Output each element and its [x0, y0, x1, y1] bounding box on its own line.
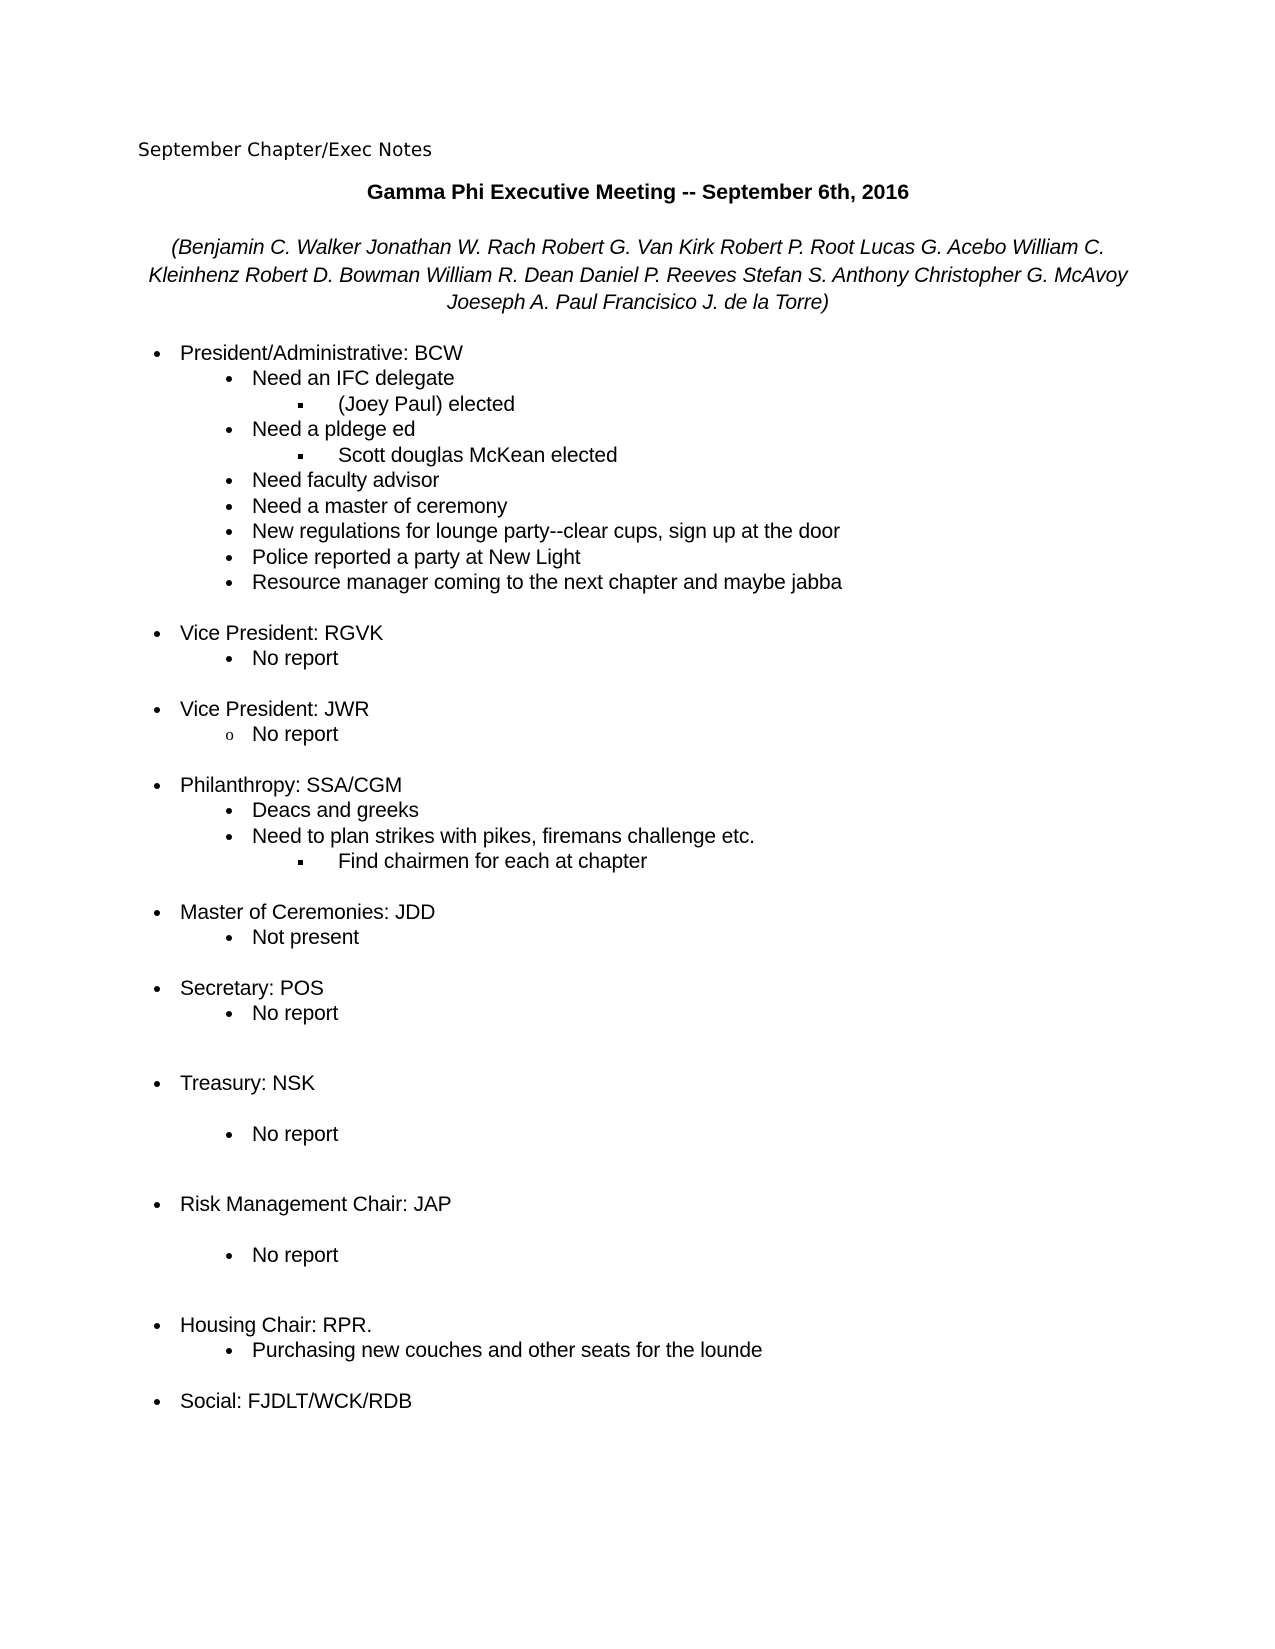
outline-item-level3-label: Find chairmen for each at chapter	[338, 850, 648, 873]
sub-list	[180, 366, 1138, 596]
outline-item-level2-label: Purchasing new couches and other seats for the lounde	[252, 1339, 763, 1362]
outline-item-level2	[252, 1122, 1138, 1148]
disc-bullet-icon	[226, 1132, 232, 1138]
document-header-line: September Chapter/Exec Notes	[138, 140, 433, 161]
outline-section-title: Housing Chair: RPR.	[180, 1313, 373, 1337]
disc-bullet-icon	[226, 478, 232, 484]
disc-bullet-icon	[226, 376, 232, 382]
circle-bullet-icon: o	[225, 725, 234, 744]
outline-item-level2-label: No report	[252, 1244, 339, 1267]
outline-section	[180, 1192, 1138, 1269]
disc-bullet-icon	[226, 580, 232, 586]
outline-item-level2-label: Resource manager coming to the next chapter and maybe jabba	[252, 571, 843, 594]
outline-item-level2-label: Need a pldege ed	[252, 418, 416, 441]
outline-item-level2	[252, 417, 1138, 468]
disc-bullet-icon	[226, 834, 232, 840]
document-content	[138, 138, 1138, 1414]
sub-sub-list	[252, 849, 1138, 875]
sub-list	[180, 646, 1138, 672]
disc-bullet-icon	[226, 656, 232, 662]
disc-bullet-icon	[154, 1399, 160, 1405]
disc-bullet-icon	[226, 427, 232, 433]
disc-bullet-icon	[154, 1323, 160, 1329]
outline-item-level2-label: Deacs and greeks	[252, 799, 419, 822]
outline-section	[180, 900, 1138, 951]
outline-item-level2	[252, 1001, 1138, 1027]
sub-sub-list	[252, 443, 1138, 469]
square-bullet-icon	[298, 860, 303, 865]
outline-item-level2	[252, 519, 1138, 545]
outline-section	[180, 1389, 1138, 1415]
meeting-outline	[138, 341, 1138, 1415]
outline-item-level2-label: No report	[252, 723, 339, 746]
outline-item-level2	[252, 494, 1138, 520]
disc-bullet-icon	[154, 1081, 160, 1087]
sub-list	[180, 1001, 1138, 1027]
outline-item-level2	[252, 824, 1138, 875]
outline-section	[180, 1071, 1138, 1148]
outline-section-title: Vice President: RGVK	[180, 621, 384, 645]
sub-list	[180, 798, 1138, 875]
outline-item-level2	[252, 646, 1138, 672]
outline-item-level2-label: Police reported a party at New Light	[252, 545, 581, 569]
disc-bullet-icon	[154, 707, 160, 713]
outline-section	[180, 341, 1138, 596]
disc-bullet-icon	[154, 783, 160, 789]
disc-bullet-icon	[226, 808, 232, 814]
outline-item-level2	[252, 468, 1138, 494]
outline-item-level2-label: No report	[252, 647, 339, 670]
outline-section-title: President/Administrative: BCW	[180, 341, 463, 365]
sub-sub-list	[252, 392, 1138, 418]
disc-bullet-icon	[154, 631, 160, 637]
outline-item-level2	[252, 925, 1138, 951]
outline-section-title: Treasury: NSK	[180, 1071, 315, 1095]
outline-section	[180, 1313, 1138, 1364]
outline-item-level2	[252, 798, 1138, 824]
attendee-roster: (Benjamin C. Walker Jonathan W. Rach Robert G. Van Kirk Robert P. Root Lucas G. Acebo William C. Kleinhenz Robert D. Bowman William R. Dean Daniel P. Reeves Stefan S. Anthony Christopher G. McAvoy Joeseph A. Paul Francisico J. de la Torre)	[148, 236, 1128, 314]
outline-item-level2	[252, 570, 1138, 596]
disc-bullet-icon	[226, 504, 232, 510]
sub-list	[180, 1243, 1138, 1269]
outline-item-level3	[324, 392, 1138, 418]
sub-list	[180, 722, 1138, 748]
outline-item-level2-label: Not present	[252, 926, 359, 949]
outline-section	[180, 773, 1138, 875]
outline-section-title: Philanthropy: SSA/CGM	[180, 773, 403, 797]
disc-bullet-icon	[226, 555, 232, 561]
disc-bullet-icon	[226, 1253, 232, 1259]
outline-item-level2	[252, 545, 1138, 571]
square-bullet-icon	[298, 403, 303, 408]
outline-section	[180, 621, 1138, 672]
outline-item-level2-label: Need an IFC delegate	[252, 367, 455, 390]
outline-section-title: Risk Management Chair: JAP	[180, 1192, 452, 1216]
outline-item-level3	[324, 849, 1138, 875]
disc-bullet-icon	[226, 1348, 232, 1354]
outline-section-title: Secretary: POS	[180, 976, 324, 1000]
outline-item-level2	[252, 1338, 1138, 1364]
outline-section	[180, 976, 1138, 1027]
page-title: Gamma Phi Executive Meeting -- September 6th, 2016	[366, 180, 910, 204]
outline-item-level2	[225, 722, 1138, 748]
outline-item-level3-label: (Joey Paul) elected	[338, 392, 515, 416]
sub-list	[180, 1122, 1138, 1148]
disc-bullet-icon	[154, 351, 160, 357]
outline-item-level2	[252, 366, 1138, 417]
outline-section-title: Vice President: JWR	[180, 697, 370, 721]
disc-bullet-icon	[226, 529, 232, 535]
outline-section	[180, 697, 1138, 748]
disc-bullet-icon	[226, 1011, 232, 1017]
outline-item-level3-label: Scott douglas McKean elected	[338, 443, 618, 467]
disc-bullet-icon	[226, 935, 232, 941]
outline-item-level2-label: Need a master of ceremony	[252, 494, 508, 518]
outline-item-level2-label: Need to plan strikes with pikes, firemans challenge etc.	[252, 824, 755, 848]
outline-item-level2-label: New regulations for lounge party--clear cups, sign up at the door	[252, 520, 840, 543]
outline-item-level3	[324, 443, 1138, 469]
outline-item-level2-label: No report	[252, 1002, 339, 1025]
outline-item-level2	[252, 1243, 1138, 1269]
disc-bullet-icon	[154, 1202, 160, 1208]
disc-bullet-icon	[154, 986, 160, 992]
outline-section-title: Social: FJDLT/WCK/RDB	[180, 1389, 413, 1413]
outline-item-level2-label: Need faculty advisor	[252, 469, 440, 492]
outline-section-title: Master of Ceremonies: JDD	[180, 900, 436, 924]
square-bullet-icon	[298, 454, 303, 459]
sub-list	[180, 925, 1138, 951]
outline-item-level2-label: No report	[252, 1123, 339, 1146]
disc-bullet-icon	[154, 910, 160, 916]
sub-list	[180, 1338, 1138, 1364]
